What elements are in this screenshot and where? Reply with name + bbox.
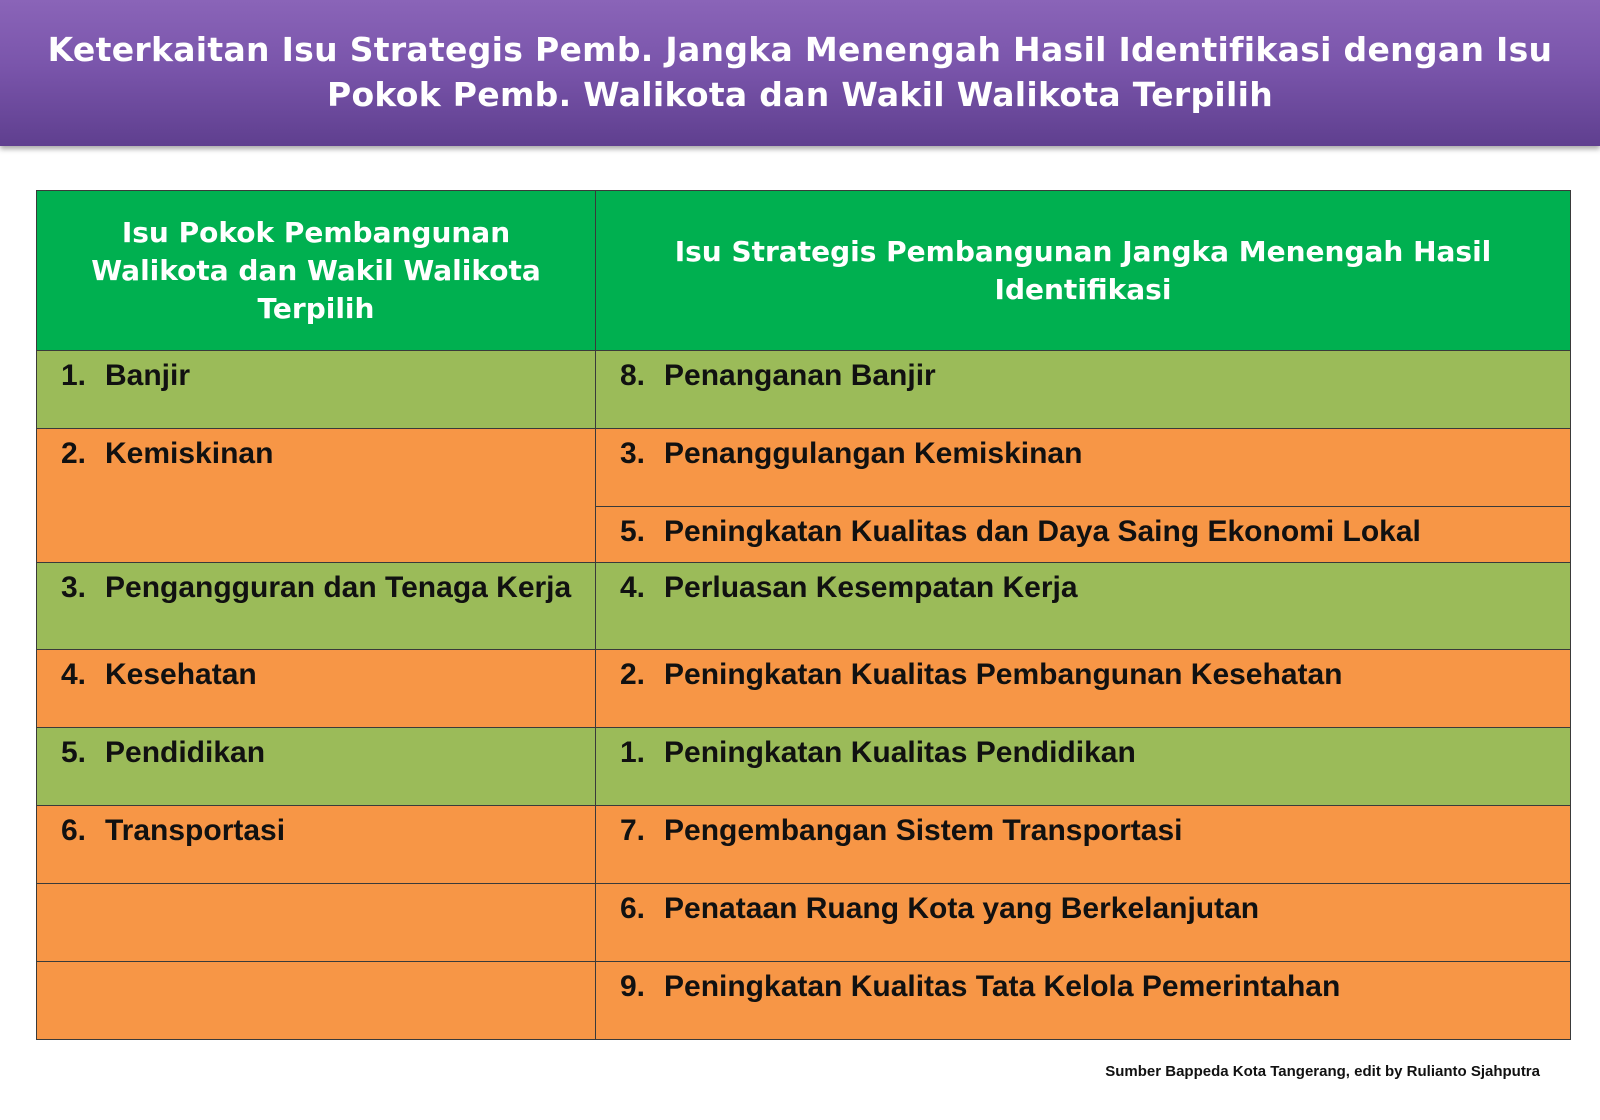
right-cell (596, 351, 1571, 429)
right-cell (596, 728, 1571, 806)
left-cell-empty (37, 884, 596, 962)
list-item (620, 567, 1550, 609)
item-number: 3. (620, 437, 646, 470)
list-item (620, 888, 1550, 930)
item-text: Transportasi (105, 814, 286, 847)
table-header-row (37, 191, 1571, 351)
item-number: 3. (61, 571, 87, 604)
right-cell (596, 650, 1571, 728)
list-item (620, 433, 1550, 475)
list-item (620, 810, 1550, 852)
left-cell (37, 429, 596, 563)
list-item (620, 355, 1550, 397)
table-row (37, 351, 1571, 429)
table-row (37, 806, 1571, 884)
item-text: Kesehatan (105, 658, 257, 691)
table-row (37, 962, 1571, 1040)
item-text: Perluasan Kesempatan Kerja (664, 571, 1078, 604)
right-cell (596, 507, 1571, 563)
item-number: 6. (61, 814, 87, 847)
item-number: 8. (620, 359, 646, 392)
item-text: Pendidikan (105, 736, 266, 769)
table-row (37, 563, 1571, 650)
item-number: 9. (620, 970, 646, 1003)
left-cell-empty (37, 962, 596, 1040)
item-number: 2. (61, 437, 87, 470)
mapping-table (36, 190, 1571, 1040)
item-number: 2. (620, 658, 646, 691)
left-cell (37, 563, 596, 650)
item-text: Peningkatan Kualitas dan Daya Saing Ekonomi Lokal (664, 515, 1421, 548)
item-text: Penanganan Banjir (664, 359, 936, 392)
right-cell (596, 563, 1571, 650)
list-item (61, 732, 575, 774)
right-cell (596, 806, 1571, 884)
item-text: Peningkatan Kualitas Pembangunan Kesehatan (664, 658, 1343, 691)
item-text: Pengangguran dan Tenaga Kerja (105, 571, 572, 604)
item-number: 1. (61, 359, 87, 392)
item-number: 5. (620, 515, 646, 548)
list-item (61, 810, 575, 852)
item-number: 5. (61, 736, 87, 769)
table-row (37, 728, 1571, 806)
right-cell (596, 429, 1571, 507)
table-row (37, 884, 1571, 962)
item-text: Banjir (105, 359, 191, 392)
item-number: 6. (620, 892, 646, 925)
left-cell (37, 806, 596, 884)
item-number: 4. (61, 658, 87, 691)
left-cell (37, 351, 596, 429)
list-item (620, 511, 1550, 553)
list-item (61, 355, 575, 397)
table-row (37, 429, 1571, 507)
item-text: Peningkatan Kualitas Pendidikan (664, 736, 1136, 769)
right-cell (596, 962, 1571, 1040)
list-item (620, 966, 1550, 1008)
table-row (37, 650, 1571, 728)
item-text: Peningkatan Kualitas Tata Kelola Pemerintahan (664, 970, 1341, 1003)
item-number: 1. (620, 736, 646, 769)
list-item (61, 433, 575, 475)
item-number: 7. (620, 814, 646, 847)
item-text: Penanggulangan Kemiskinan (664, 437, 1083, 470)
list-item (61, 567, 575, 609)
item-text: Penataan Ruang Kota yang Berkelanjutan (664, 892, 1260, 925)
item-text: Kemiskinan (105, 437, 274, 470)
page-title: Keterkaitan Isu Strategis Pemb. Jangka Menengah Hasil Identifikasi dengan Isu Pokok Pemb. Walikota dan Wakil Walikota Terpilih (47, 30, 1553, 114)
list-item (61, 654, 575, 696)
header-isu-strategis: Isu Strategis Pembangunan Jangka Menengah Hasil Identifikasi (596, 191, 1571, 351)
left-cell (37, 650, 596, 728)
header-isu-pokok: Isu Pokok Pembangunan Walikota dan Wakil Walikota Terpilih (37, 191, 596, 351)
source-caption: Sumber Bappeda Kota Tangerang, edit by Rulianto Sjahputra (1105, 1063, 1540, 1080)
right-cell (596, 884, 1571, 962)
left-cell (37, 728, 596, 806)
mapping-table-container (36, 190, 1570, 1040)
title-banner (0, 0, 1600, 146)
item-number: 4. (620, 571, 646, 604)
list-item (620, 654, 1550, 696)
list-item (620, 732, 1550, 774)
item-text: Pengembangan Sistem Transportasi (664, 814, 1183, 847)
